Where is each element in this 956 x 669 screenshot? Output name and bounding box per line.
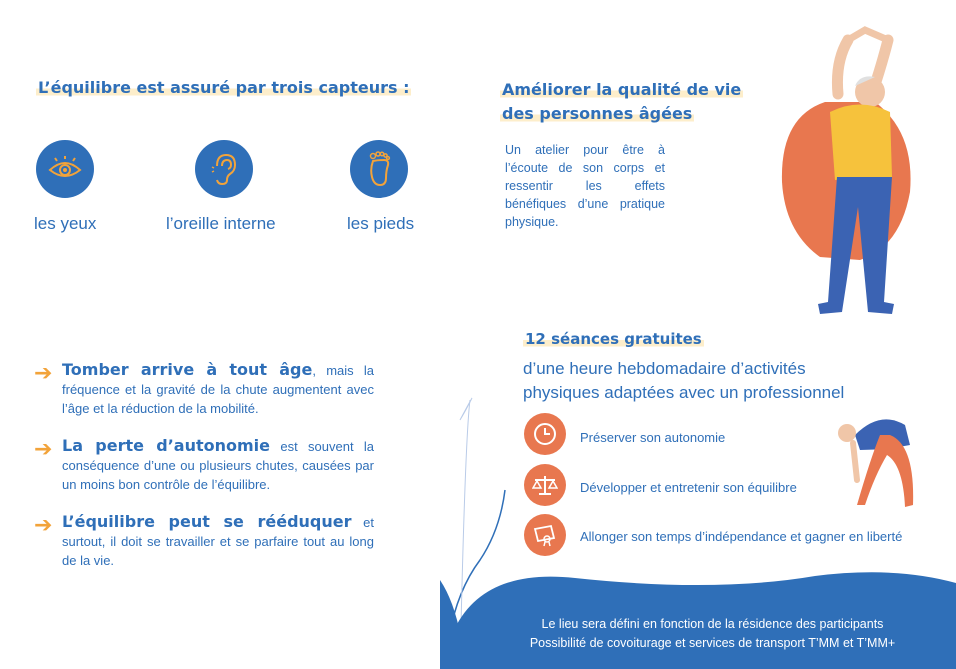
stretching-senior-illustration: [780, 22, 930, 317]
foot-icon-badge: [350, 140, 408, 198]
foot-icon: [366, 151, 392, 187]
list-item: ➔ L’équilibre peut se rééduquer et surtout, il doit se travailler et se parfaire tout au long de la vie.: [34, 512, 374, 568]
diploma-icon: [532, 523, 558, 547]
diploma-icon-badge: [524, 514, 566, 556]
sensors-heading: L’équilibre est assuré par trois capteurs :: [38, 78, 410, 97]
eye-icon: [48, 156, 82, 182]
ear-icon-badge: [195, 140, 253, 198]
free-sessions-heading: 12 séances gratuites: [525, 330, 702, 348]
fall-facts-list: [34, 360, 374, 570]
sessions-subheading: d’une heure hebdomadaire d’activités physiques adaptées avec un professionnel: [523, 359, 845, 402]
workshop-description: Un atelier pour être à l’écoute de son corps et ressentir les effets bénéfiques d’une pratique physique.: [505, 143, 665, 229]
activity-label-autonomy: Préserver son autonomie: [580, 430, 726, 445]
list-item: ➔ La perte d’autonomie est souvent la conséquence d’une ou plusieurs chutes, causées par un moins bon contrôle de l’équilibre.: [34, 436, 374, 492]
scale-icon: [532, 473, 558, 497]
footer-location-info: Le lieu sera défini en fonction de la résidence des participants Possibilité de covoiturage et services de transport T’MM et T’MM+: [529, 617, 896, 650]
clock-icon-badge: [524, 413, 566, 455]
ear-icon: [209, 152, 239, 186]
activity-label-balance: Développer et entretenir son équilibre: [580, 480, 797, 495]
arrow-right-icon: ➔: [34, 512, 53, 537]
bending-senior-illustration: [835, 405, 925, 515]
quality-heading: Améliorer la qualité de vie des personnes âgées: [502, 80, 742, 123]
activity-label-independence: Allonger son temps d’indépendance et gagner en liberté: [580, 529, 903, 544]
sensor-label-inner-ear: l’oreille interne: [166, 214, 276, 233]
sensor-label-feet: les pieds: [347, 214, 415, 233]
list-item: ➔ Tomber arrive à tout âge, mais la fréquence et la gravité de la chute augmentent avec l’âge et la réduction de la mobilité.: [34, 360, 374, 416]
sensor-label-eyes: les yeux: [34, 214, 97, 233]
scale-icon-badge: [524, 464, 566, 506]
eye-icon-badge: [36, 140, 94, 198]
clock-icon: [533, 422, 557, 446]
arrow-right-icon: ➔: [34, 360, 53, 385]
arrow-right-icon: ➔: [34, 436, 53, 461]
